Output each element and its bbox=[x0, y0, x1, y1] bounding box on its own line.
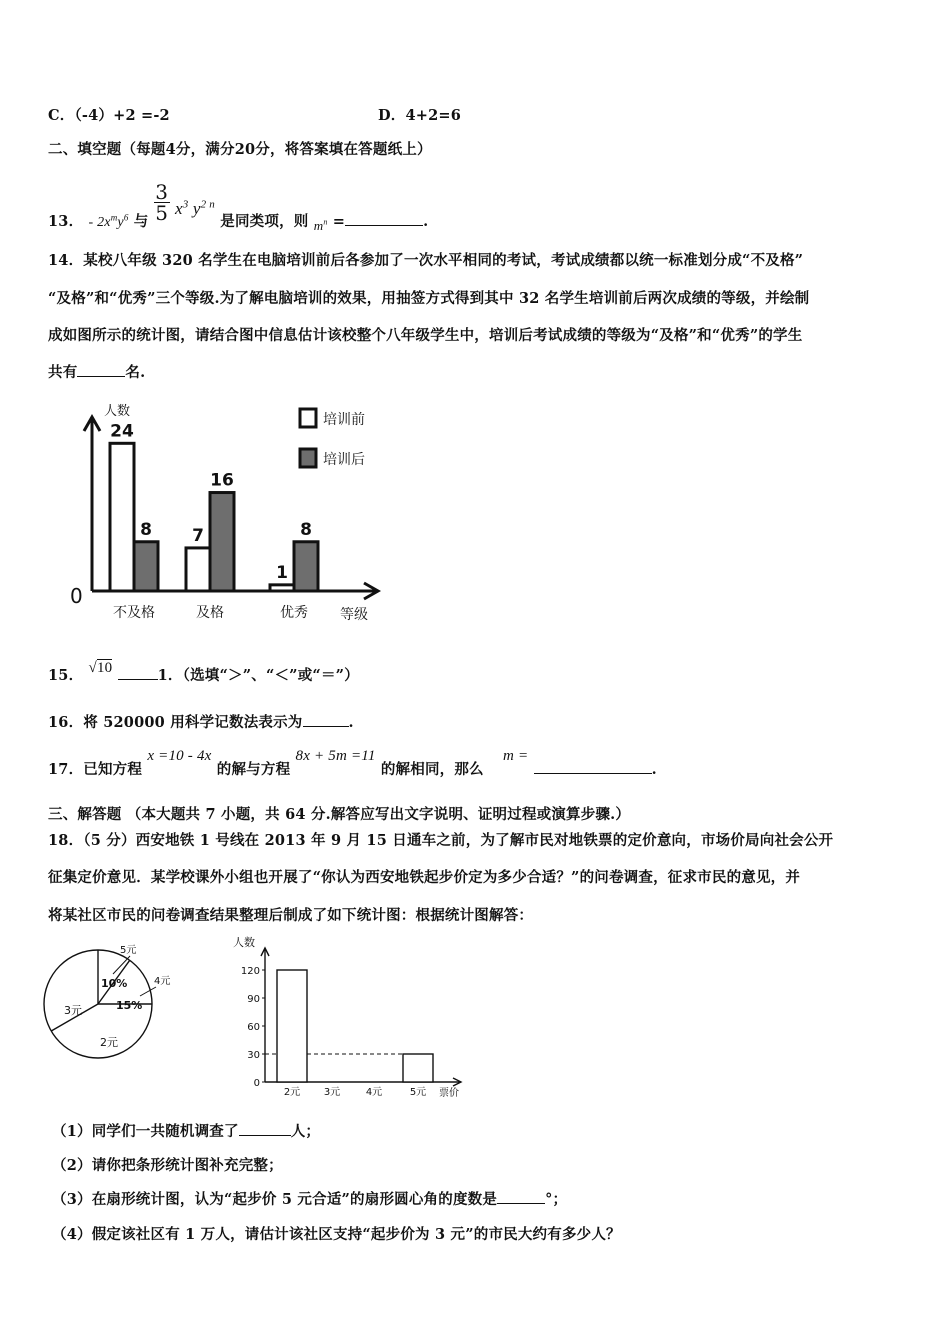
y-axis-label: 人数 bbox=[104, 404, 131, 419]
y-tick-label: 0 bbox=[253, 1078, 260, 1089]
question-15: 15． √10 1．（选填“＞”、“＜”或“＝”） bbox=[48, 660, 359, 684]
q13-eq: = bbox=[332, 213, 346, 230]
q17-blank[interactable] bbox=[534, 761, 652, 774]
y-tick-label: 30 bbox=[247, 1050, 260, 1061]
x-tick-label: 不及格 bbox=[113, 605, 155, 621]
legend-label: 培训前 bbox=[323, 412, 365, 428]
bar-培训前-优秀 bbox=[270, 585, 294, 591]
x-tick-label: 优秀 bbox=[280, 605, 308, 621]
bar-2元 bbox=[277, 970, 307, 1082]
q18-part-3: （3）在扇形统计图，认为“起步价 5 元合适”的扇形圆心角的度数是 °； bbox=[52, 1191, 568, 1208]
question-16: 16．将 520000 用科学记数法表示为 . bbox=[48, 714, 354, 731]
y-tick-label: 120 bbox=[240, 966, 260, 977]
bar-value-label: 16 bbox=[210, 470, 234, 491]
x-tick-label: 2元 bbox=[283, 1087, 301, 1098]
bar-5元 bbox=[403, 1054, 433, 1082]
fare-pie-chart bbox=[40, 940, 190, 1075]
q14-blank[interactable] bbox=[77, 364, 125, 377]
q18-part1-blank[interactable] bbox=[239, 1123, 291, 1136]
pie-label-4yuan: 4元 bbox=[154, 976, 171, 987]
x-axis-label: 等级 bbox=[340, 607, 368, 623]
bar-培训后-及格 bbox=[210, 493, 234, 591]
q13-with: 与 bbox=[133, 213, 149, 230]
q18-part-4: （4）假定该社区有 1 万人，请估计该社区支持“起步价为 3 元”的市民大约有多少人？ bbox=[52, 1226, 621, 1243]
option-c: C．（-4）+2 =-2 bbox=[48, 107, 170, 124]
q18-part3-blank[interactable] bbox=[497, 1191, 545, 1204]
q13-tail: 是同类项，则 bbox=[220, 213, 309, 230]
grade-bar-chart bbox=[60, 395, 390, 635]
q13-blank[interactable] bbox=[345, 213, 423, 226]
bar-培训前-及格 bbox=[186, 548, 210, 591]
bar-value-label: 1 bbox=[276, 562, 288, 583]
fare-bar-chart bbox=[225, 932, 475, 1102]
x-tick-label: 5元 bbox=[409, 1087, 427, 1098]
origin-label: 0 bbox=[70, 584, 83, 608]
y-tick-label: 60 bbox=[247, 1022, 260, 1033]
q18-line-2: 征集定价意见．某学校课外小组也开展了“你认为西安地铁起步价定为多少合适？”的问卷调查，征求市民的意见，并 bbox=[48, 869, 801, 886]
q14-line-4: 共有 名. bbox=[48, 364, 146, 381]
q13-mn: $m^n$ bbox=[313, 217, 328, 233]
pie-label-5yuan: 5元 bbox=[120, 945, 137, 956]
q17-m: m = bbox=[503, 748, 529, 764]
q15-blank[interactable] bbox=[118, 667, 158, 680]
legend-swatch-培训前 bbox=[300, 409, 316, 427]
pie-pct-5yuan: 10% bbox=[101, 977, 128, 990]
q13-number: 13． bbox=[48, 213, 84, 230]
x-tick-label: 4元 bbox=[365, 1087, 383, 1098]
q18-line-3: 将某社区市民的问卷调查结果整理后制成了如下统计图：根据统计图解答： bbox=[48, 907, 534, 924]
bar-培训后-不及格 bbox=[134, 542, 158, 591]
x-tick-label: 3元 bbox=[323, 1087, 341, 1098]
q13-fraction: $\frac{3}{5}$ bbox=[155, 180, 169, 225]
q14-line-1: 14．某校八年级 320 名学生在电脑培训前后各参加了一次水平相同的考试，考试成绩都以统一标准划分成“不及格” bbox=[48, 252, 804, 269]
legend-swatch-培训后 bbox=[300, 449, 316, 467]
section-3-heading: 三、解答题 （本大题共 7 小题，共 64 分.解答应写出文字说明、证明过程或演算步骤.） bbox=[48, 806, 631, 823]
q18-part-1: （1）同学们一共随机调查了 人； bbox=[52, 1123, 321, 1140]
pie-label-2yuan: 2元 bbox=[100, 1036, 118, 1049]
bar-培训后-优秀 bbox=[294, 542, 318, 591]
q16-blank[interactable] bbox=[303, 714, 349, 727]
y-axis-label: 人数 bbox=[233, 936, 255, 949]
q15-sqrt: √10 bbox=[88, 660, 113, 676]
question-13: 13． - $2x^my^6$ 与 $\frac{3}{5}$ $x^3$ $y^{2 n}$ 是同类项，则 $m^n$ = . bbox=[48, 180, 429, 233]
q18-line-1: 18．（5 分）西安地铁 1 号线在 2013 年 9 月 15 日通车之前，为了解市民对地铁票的定价意向，市场价局向社会公开 bbox=[48, 832, 834, 849]
bar-value-label: 8 bbox=[300, 519, 312, 540]
option-d: D．4+2=6 bbox=[378, 107, 462, 124]
y-tick-label: 90 bbox=[247, 994, 260, 1005]
x-tick-label: 及格 bbox=[196, 605, 224, 621]
x-axis-label: 票价 bbox=[439, 1088, 459, 1099]
q17-equation-2: 8x + 5m =11 bbox=[295, 748, 376, 764]
q18-part-2: （2）请你把条形统计图补充完整； bbox=[52, 1157, 283, 1174]
legend-label: 培训后 bbox=[323, 452, 365, 468]
bar-value-label: 24 bbox=[110, 421, 134, 442]
q13-expr: - 2x bbox=[88, 215, 111, 230]
q13-expr2: $x^3$ $y^{2 n}$ bbox=[175, 198, 216, 218]
q17-equation-1: x =10 - 4x bbox=[147, 748, 212, 764]
bar-value-label: 7 bbox=[192, 525, 204, 546]
question-17: 17．已知方程 x =10 - 4x 的解与方程 8x + 5m =11 的解相同，那么 m = . bbox=[48, 748, 657, 778]
pie-label-3yuan: 3元 bbox=[64, 1004, 82, 1017]
pie-pct-4yuan: 15% bbox=[116, 999, 143, 1012]
q14-line-3: 成如图所示的统计图，请结合图中信息估计该校整个八年级学生中，培训后考试成绩的等级为“及格”和“优秀”的学生 bbox=[48, 327, 803, 344]
q14-line-2: “及格”和“优秀”三个等级.为了解电脑培训的效果，用抽签方式得到其中 32 名学生培训前后两次成绩的等级，并绘制 bbox=[48, 290, 810, 307]
section-2-heading: 二、填空题（每题4分，满分20分，将答案填在答题纸上） bbox=[48, 141, 432, 158]
bar-培训前-不及格 bbox=[110, 443, 134, 591]
bar-value-label: 8 bbox=[140, 519, 152, 540]
